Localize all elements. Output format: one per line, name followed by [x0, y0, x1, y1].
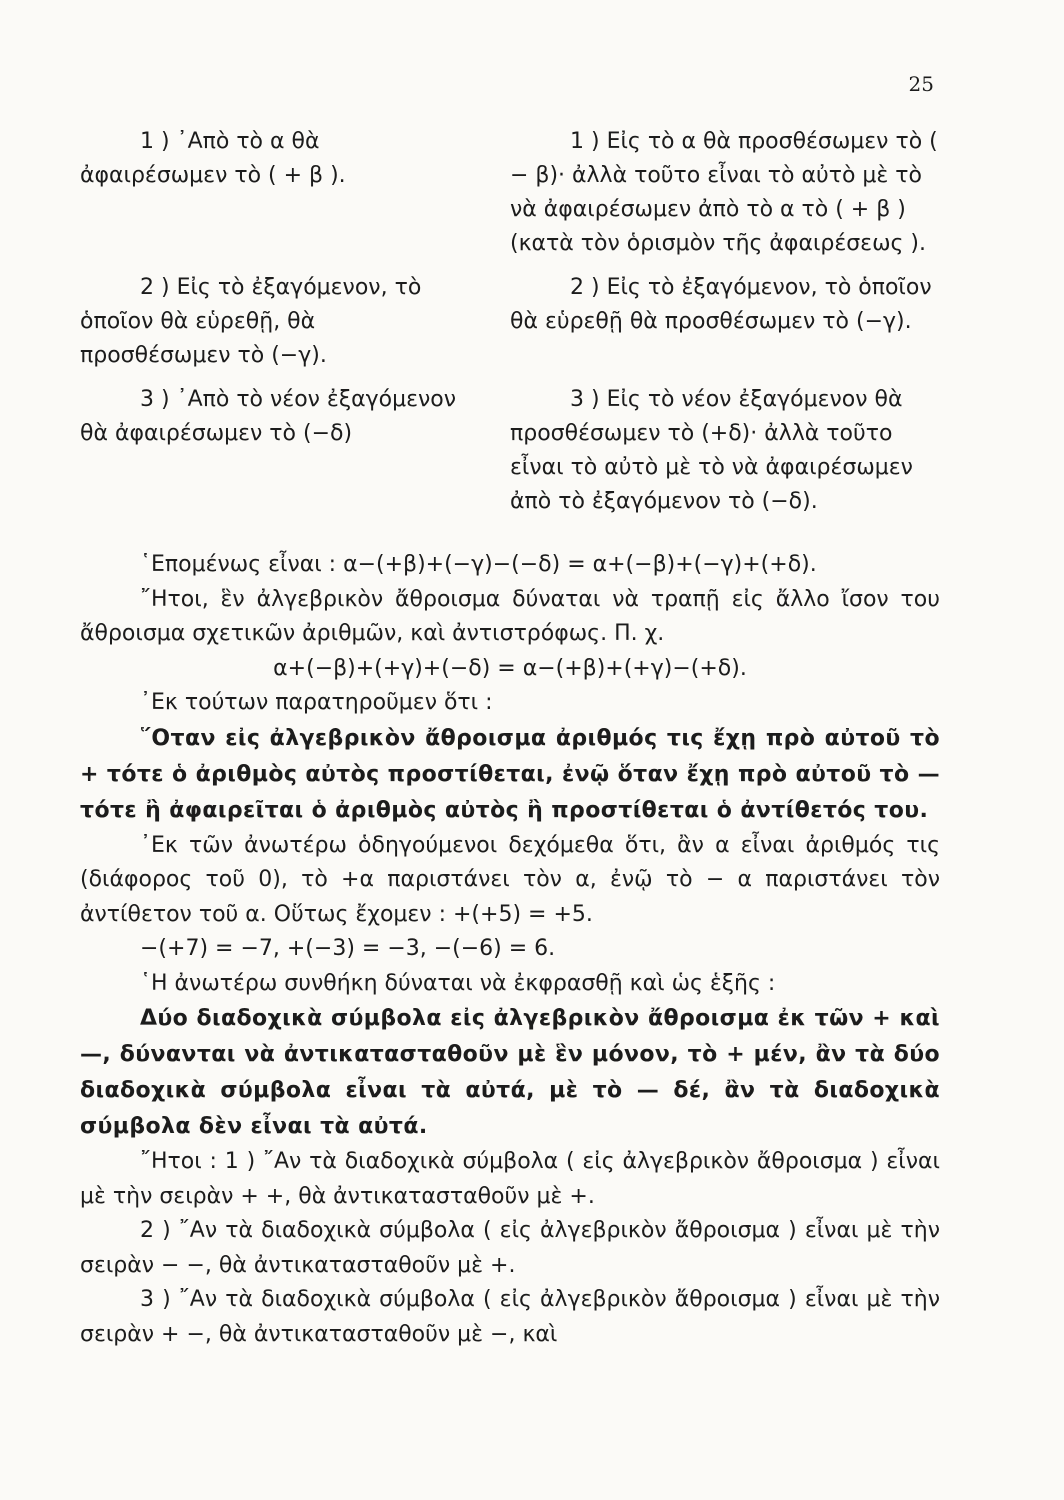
main-text [80, 548, 940, 1352]
step-2-right: 2 ) Εἰς τὸ ἐξαγόμενον, τὸ ὁποῖον θὰ εὑρεθῇ θὰ προσθέσωμεν τὸ (−γ). [510, 275, 932, 334]
step-3-left: 3 ) ᾿Απὸ τὸ νέον ἐξαγόμενον θὰ ἀφαιρέσωμεν τὸ (−δ) [80, 387, 457, 446]
step-row-3 [80, 383, 940, 525]
case-2: 2 ) ῎Αν τὰ διαδοχικὰ σύμβολα ( εἰς ἀλγεβρικὸν ἄθροισμα ) εἶναι μὲ τὴν σειρὰν − −, θὰ ἀντικατασταθοῦν μὲ +. [80, 1218, 940, 1278]
rule-2: Δύο διαδοχικὰ σύμβολα εἰς ἀλγεβρικὸν ἄθροισμα ἐκ τῶν + καὶ —, δύνανται νὰ ἀντικατασταθοῦν μὲ ἓν μόνον, τὸ + μέν, ἂν τὰ δύο διαδοχικὰ σύμβολα εἶναι τὰ αὐτά, μὲ τὸ — δέ, ἂν τὰ διαδοχικὰ σύμβολα δὲν εἶναι τὰ αὐτά. [80, 1006, 940, 1139]
step-3-right: 3 ) Εἰς τὸ νέον ἐξαγόμενον θὰ προσθέσωμεν τὸ (+δ)· ἀλλὰ τοῦτο εἶναι τὸ αὐτὸ μὲ τὸ νὰ ἀφαιρέσωμεν ἀπὸ τὸ ἐξαγόμενον τὸ (−δ). [510, 387, 913, 514]
step-row-1 [80, 125, 940, 267]
step-2-left: 2 ) Εἰς τὸ ἐξαγόμενον, τὸ ὁποῖον θὰ εὑρεθῇ, θὰ προσθέσωμεν τὸ (−γ). [80, 275, 422, 368]
observation-line: ᾿Εκ τούτων παρατηροῦμεν ὅτι : [140, 690, 493, 715]
step-row-2 [80, 271, 940, 379]
paragraph-2: ᾿Εκ τῶν ἀνωτέρω ὁδηγούμενοι δεχόμεθα ὅτι, ἂν α εἶναι ἀριθμός τις (διάφορος τοῦ 0), τὸ +α παριστάνει τὸν α, ἐνῷ τὸ − α παριστάνει τὸν ἀντίθετον τοῦ α. Οὕτως ἔχομεν : +(+5) = +5. [80, 832, 940, 927]
step-1-right: 1 ) Εἰς τὸ α θὰ προσθέσωμεν τὸ ( − β)· ἀλλὰ τοῦτο εἶναι τὸ αὐτὸ μὲ τὸ νὰ ἀφαιρέσωμεν ἀπὸ τὸ α τὸ ( + β ) (κατὰ τὸν ὁρισμὸν τῆς ἀφαιρέσεως ). [510, 129, 938, 256]
paragraph-1: ῎Ητοι, ἓν ἀλγεβρικὸν ἄθροισμα δύναται νὰ τραπῇ εἰς ἄλλο ἴσον του ἄθροισμα σχετικῶν ἀριθμῶν, καὶ ἀντιστρόφως. Π. χ. [80, 586, 940, 646]
case-3: 3 ) ῎Αν τὰ διαδοχικὰ σύμβολα ( εἰς ἀλγεβρικὸν ἄθροισμα ) εἶναι μὲ τὴν σειρὰν + −, θὰ ἀντικατασταθοῦν μὲ −, καὶ [80, 1287, 940, 1347]
paragraph-3: ῾Η ἀνωτέρω συνθήκη δύναται νὰ ἐκφρασθῇ καὶ ὡς ἑξῆς : [140, 970, 776, 996]
case-1: ῎Ητοι : 1 ) ῎Αν τὰ διαδοχικὰ σύμβολα ( εἰς ἀλγεβρικὸν ἄθροισμα ) εἶναι μὲ τὴν σειρὰν + +, θὰ ἀντικατασταθοῦν μὲ +. [80, 1149, 940, 1209]
step-1-left: 1 ) ᾿Απὸ τὸ α θὰ ἀφαιρέσωμεν τὸ ( + β ). [80, 129, 346, 188]
two-column-steps [80, 125, 940, 525]
examples-line: −(+7) = −7, +(−3) = −3, −(−6) = 6. [140, 936, 556, 961]
rule-1: ῞Οταν εἰς ἀλγεβρικὸν ἄθροισμα ἀριθμός τις ἔχῃ πρὸ αὐτοῦ τὸ + τότε ὁ ἀριθμὸς αὐτὸς προστίθεται, ἐνῷ ὅταν ἔχῃ πρὸ αὐτοῦ τὸ — τότε ἢ ἀφαιρεῖται ὁ ἀριθμὸς αὐτὸς ἢ προστίθεται ὁ ἀντίθετός του. [80, 725, 940, 823]
page-number: 25 [908, 72, 934, 96]
conclusion-line: ῾Επομένως εἶναι : α−(+β)+(−γ)−(−δ) = α+(−β)+(−γ)+(+δ). [140, 552, 817, 577]
example-equation: α+(−β)+(+γ)+(−δ) = α−(+β)+(+γ)−(+δ). [273, 655, 747, 681]
